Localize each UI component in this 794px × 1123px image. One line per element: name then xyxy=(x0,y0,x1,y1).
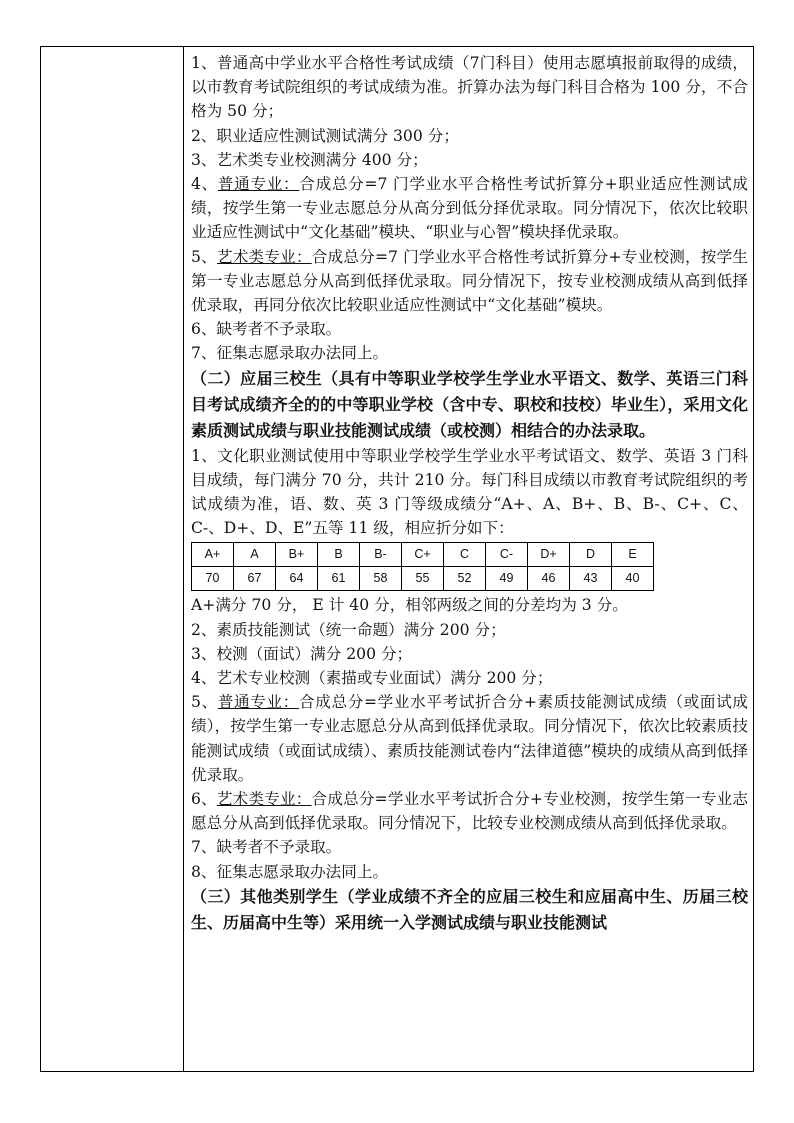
s1-item5-label: 艺术类专业： xyxy=(216,247,312,266)
s2-item8: 8、征集志愿录取办法同上。 xyxy=(191,862,389,881)
grade-cell: D+ xyxy=(528,543,570,567)
s2-item5-prefix: 5、 xyxy=(191,693,218,712)
score-cell: 67 xyxy=(234,567,276,591)
admission-table xyxy=(40,46,754,1072)
score-cell: 64 xyxy=(276,567,318,591)
score-cell: 55 xyxy=(402,567,444,591)
s2-item1: 1、文化职业测试使用中等职业学校学生学业水平考试语文、数学、英语 3 门科目成绩，每门满分 70 分，共计 210 分。每门科目成绩以市教育考试院组织的考试成绩为准，语、数、英 3 门等级成绩分“A+、A、B+、B、B-、C+、C、C-、D+、D、E”五等 11 级，相应折分如下： xyxy=(191,446,748,538)
s1-item1: 1、普通高中学业水平合格性考试成绩（7门科目）使用志愿填报前取得的成绩，以市教育考试院组织的考试成绩为准。折算办法为每门科目合格为 100 分，不合格为 50 分； xyxy=(191,54,748,121)
score-cell: 58 xyxy=(360,567,402,591)
grade-cell: C- xyxy=(486,543,528,567)
score-cell: 43 xyxy=(570,567,612,591)
s1-item4 xyxy=(191,172,748,245)
grade-cell: B- xyxy=(360,543,402,567)
s1-item5-text: 合成总分=7 门学业水平合格性考试折算分+专业校测，按学生第一专业志愿总分从高到低择优录取。同分情况下，按专业校测成绩从高到低择优录取，再同分依次比较职业适应性测试中“文化基础”模块。 xyxy=(191,247,748,315)
content-cell xyxy=(191,51,748,936)
grade-cell: B xyxy=(318,543,360,567)
grade-cell: C+ xyxy=(402,543,444,567)
grade-score-table xyxy=(191,542,654,591)
s2-item6-text: 合成总分=学业水平考试折合分+专业校测，按学生第一专业志愿总分从高到低择优录取。同分情况下，比较专业校测成绩从高到低择优录取。 xyxy=(191,790,748,833)
s2-item6-label: 艺术类专业： xyxy=(216,790,312,809)
s1-item2: 2、职业适应性测试测试满分 300 分； xyxy=(191,126,459,145)
s2-item2: 2、素质技能测试（统一命题）满分 200 分； xyxy=(191,620,506,639)
score-cell: 61 xyxy=(318,567,360,591)
s2-heading: （二）应届三校生（具有中等职业学校学生学业水平语文、数学、英语三门科目考试成绩齐全的的中等职业学校（含中专、职校和技校）毕业生），采用文化素质测试成绩与职业技能测试成绩（或校测）相结合的办法录取。 xyxy=(191,368,748,440)
s2-item6-prefix: 6、 xyxy=(191,790,217,809)
s2-item4: 4、艺术专业校测（素描或专业面试）满分 200 分； xyxy=(191,669,553,688)
grade-cell: D xyxy=(570,543,612,567)
score-cell: 40 xyxy=(612,567,654,591)
s3-heading: （三）其他类别学生（学业成绩不齐全的应届三校生和应届高中生、历届三校生、历届高中生等）采用统一入学测试成绩与职业技能测试 xyxy=(191,886,748,932)
s1-item4-text: 合成总分=7 门学业水平合格性考试折算分+职业适应性测试成绩，按学生第一专业志愿总分从高分到低分择优录取。同分情况下，依次比较职业适应性测试中“文化基础”模块、“职业与心智”模块择优录取。 xyxy=(191,175,748,242)
grade-cell: C xyxy=(444,543,486,567)
grade-cell: B+ xyxy=(276,543,318,567)
score-cell: 46 xyxy=(528,567,570,591)
s2-item7: 7、缺考者不予录取。 xyxy=(191,838,342,857)
score-cell: 49 xyxy=(486,567,528,591)
grade-cell: A+ xyxy=(192,543,234,567)
score-cell: 70 xyxy=(192,567,234,591)
s1-item6: 6、缺考者不予录取。 xyxy=(191,320,342,339)
s1-item4-label: 普通专业： xyxy=(217,175,300,194)
s2-item5 xyxy=(191,690,748,787)
s1-item4-prefix: 4、 xyxy=(191,175,218,194)
s1-item5-prefix: 5、 xyxy=(191,247,217,266)
s1-item5 xyxy=(191,245,748,318)
s2-item5-text: 合成总分=学业水平考试折合分+素质技能测试成绩（或面试成绩），按学生第一专业志愿总分从高到低择优录取。同分情况下，依次比较素质技能测试成绩（或面试成绩）、素质技能测试卷内“法律道德”模块的成绩从高到低择优录取。 xyxy=(191,693,748,784)
s2-item3: 3、校测（面试）满分 200 分； xyxy=(191,644,413,663)
score-row xyxy=(192,567,654,591)
column-divider xyxy=(183,47,184,1071)
grade-cell: E xyxy=(612,543,654,567)
grade-row xyxy=(192,543,654,567)
score-cell: 52 xyxy=(444,567,486,591)
s2-item5-label: 普通专业： xyxy=(217,693,300,712)
s1-item3: 3、艺术类专业校测满分 400 分； xyxy=(191,150,428,169)
grade-cell: A xyxy=(234,543,276,567)
s1-item7: 7、征集志愿录取办法同上。 xyxy=(191,344,389,363)
s2-item6 xyxy=(191,787,748,835)
s2-table-note: A+满分 70 分， E 计 40 分，相邻两级之间的分差均为 3 分。 xyxy=(191,596,628,615)
